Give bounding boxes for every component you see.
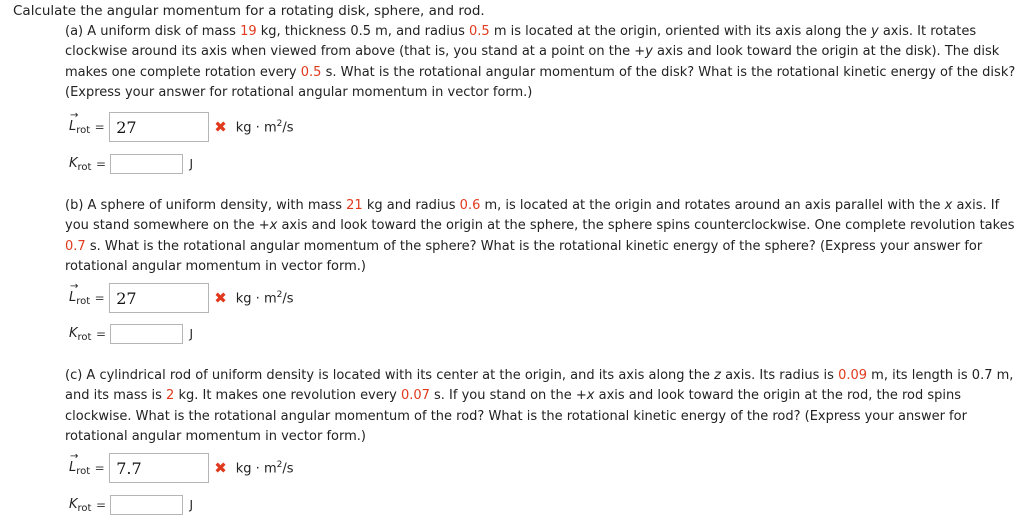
incorrect-icon: ✖ xyxy=(214,459,227,477)
part-b-text: (b) A sphere of uniform density, with mass 21 kg and radius 0.6 m, is located at the origin and rotates around an axis parallel with the x axis. If you stand somewhere on the +x axis and look toward the origin at the sphere, the sphere spins counterclockwise. One complete revolution takes 0.7 s. What is the rotational angular momentum of the sphere? What is the rotational kinetic energy of the sphere? (Express your answer for rotational angular momentum in vector form.) xyxy=(65,198,1015,274)
L-rot-label: → $L_{rot}$ xyxy=(69,450,91,477)
part-b-K-input[interactable] xyxy=(110,324,183,344)
incorrect-icon: ✖ xyxy=(214,118,227,136)
L-rot-label: → $L_{rot}$ xyxy=(69,109,91,136)
question-intro: Calculate the angular momentum for a rotating disk, sphere, and rod. xyxy=(13,3,485,19)
L-rot-label: → $L_{rot}$ xyxy=(69,280,91,307)
L-unit: kg · $m^2/s$ xyxy=(235,118,294,136)
incorrect-icon: ✖ xyxy=(214,289,227,307)
part-c-text: (c) A cylindrical rod of uniform density is located with its center at the origin, and its axis along the z axis. Its radius is 0.09 m, its length is 0.7 m, and its mass is 2 kg. It makes one revolution every 0.07 s. If you stand on the +x axis and look toward the origin at the rod, the rod spins clockwise. What is the rotational angular momentum of the rod? What is the rotational kinetic energy of the rod? (Express your answer for rotational angular momentum in vector form.) xyxy=(65,368,1014,444)
L-unit: kg · $m^2/s$ xyxy=(235,459,294,477)
part-b-L-row: → $L_{rot}$ = 27 ✖ kg · $m^2/s$ xyxy=(69,282,294,314)
K-unit: J xyxy=(189,157,194,171)
K-rot-label: $K_{rot}$ xyxy=(69,155,92,173)
part-c-L-input[interactable]: 7.7 xyxy=(109,453,209,483)
K-unit: J xyxy=(189,498,194,512)
part-a-L-row: → $L_{rot}$ = 27 ✖ kg · $m^2/s$ xyxy=(69,111,294,143)
K-rot-label: $K_{rot}$ xyxy=(69,325,92,343)
K-rot-label: $K_{rot}$ xyxy=(69,496,92,514)
part-a-K-row: $K_{rot}$ = J xyxy=(69,155,194,173)
part-b-L-input[interactable]: 27 xyxy=(109,283,209,313)
part-a-L-input[interactable]: 27 xyxy=(109,112,209,142)
K-unit: J xyxy=(189,327,194,341)
L-unit: kg · $m^2/s$ xyxy=(235,289,294,307)
part-b-K-row: $K_{rot}$ = J xyxy=(69,325,194,343)
part-a-text: (a) A uniform disk of mass 19 kg, thickness 0.5 m, and radius 0.5 m is located at the origin, oriented with its axis along the y axis. It rotates clockwise around its axis when viewed from above (that is, you stand at a point on the +y axis and look toward the origin at the disk). The disk makes one complete rotation every 0.5 s. What is the rotational angular momentum of the disk? What is the rotational kinetic energy of the disk? (Express your answer for rotational angular momentum in vector form.) xyxy=(65,24,1016,100)
part-c-K-row: $K_{rot}$ = J xyxy=(69,496,194,514)
part-a-K-input[interactable] xyxy=(110,154,183,174)
part-c-L-row: → $L_{rot}$ = 7.7 ✖ kg · $m^2/s$ xyxy=(69,452,294,484)
part-c-K-input[interactable] xyxy=(110,495,183,515)
